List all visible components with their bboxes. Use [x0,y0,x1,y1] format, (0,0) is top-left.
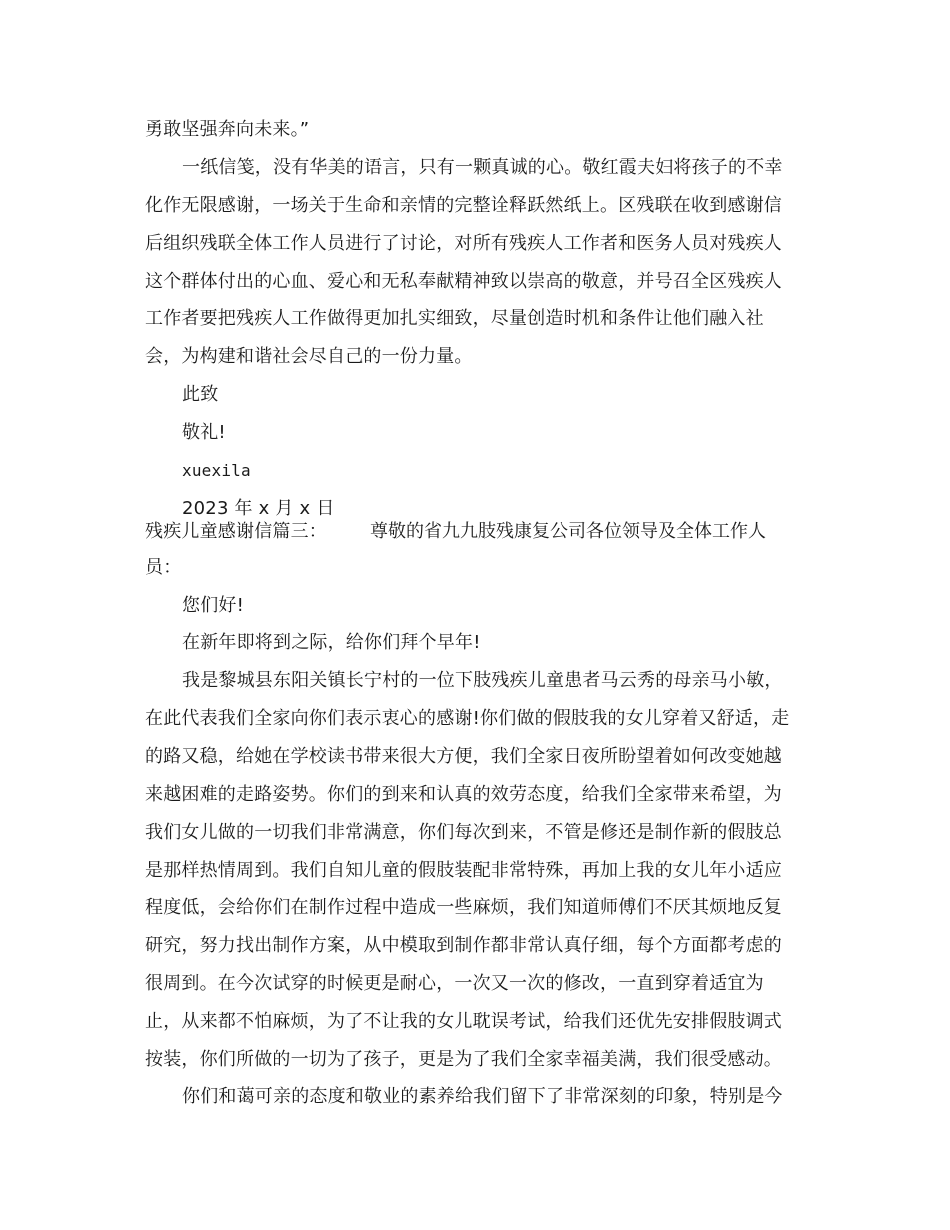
text-line: 工作者要把残疾人工作做得更加扎实细致，尽量创造时机和条件让他们融入社 [145,308,764,329]
text-line: 止，从来都不怕麻烦，为了不让我的女儿耽误考试，给我们还优先安排假肢调式 [145,1011,782,1032]
text-line: 的路又稳，给她在学校读书带来很大方便，我们全家日夜所盼望着如何改变她越 [145,746,782,767]
text-line: 很周到。在今次试穿的时候更是耐心，一次又一次的修改，一直到穿着适宜为 [145,973,764,994]
paragraph-start-line: 你们和蔼可亲的态度和敬业的素养给我们留下了非常深刻的印象，特别是今 [182,1086,783,1107]
salute-line: 敬礼! [182,422,226,443]
text-line: 是那样热情周到。我们自知儿童的假肢装配非常特殊，再加上我的女儿年小适应 [145,860,782,881]
signature-line: xuexila [182,461,251,480]
section-heading: 残疾儿童感谢信篇三： [145,521,327,542]
text-line: 化作无限感谢，一场关于生命和亲情的完整诠释跃然纸上。区残联在收到感谢信 [145,195,782,216]
greeting-line: 您们好! [182,595,245,616]
paragraph-start-line: 在新年即将到之际，给你们拜个早年! [182,632,481,653]
paragraph-start-line: 我是黎城县东阳关镇长宁村的一位下肢残疾儿童患者马云秀的母亲马小敏， [182,670,783,691]
date-line: 2023 年 x 月 x 日 [182,498,335,519]
text-line: 研究，努力找出制作方案，从中模取到制作都非常认真仔细，每个方面都考虑的 [145,935,782,956]
text-line: 在此代表我们全家向你们表示衷心的感谢!你们做的假肢我的女儿穿着又舒适，走 [145,708,790,729]
text-line: 员： [145,557,182,578]
text-line: 后组织残联全体工作人员进行了讨论，对所有残疾人工作者和医务人员对残疾人 [145,233,782,254]
paragraph-start-line: 一纸信笺，没有华美的语言，只有一颗真诚的心。敬红霞夫妇将孩子的不幸 [182,157,783,178]
text-line: 按装，你们所做的一切为了孩子，更是为了我们全家幸福美满，我们很受感动。 [145,1049,782,1070]
text-line: 我们女儿做的一切我们非常满意，你们每次到来，不管是修还是制作新的假肢总 [145,822,782,843]
closing-line: 此致 [182,384,219,405]
salutation-line: 尊敬的省九九肢残康复公司各位领导及全体工作人 [370,521,766,542]
text-line: 来越困难的走路姿势。你们的到来和认真的效劳态度，给我们全家带来希望，为 [145,784,782,805]
text-line: 会，为构建和谐社会尽自己的一份力量。 [145,346,473,367]
text-line: 这个群体付出的心血、爱心和无私奉献精神致以崇高的敬意，并号召全区残疾人 [145,271,782,292]
text-line: 勇敢坚强奔向未来。” [145,119,310,140]
text-line: 程度低，会给你们在制作过程中造成一些麻烦，我们知道师傅们不厌其烦地反复 [145,897,782,918]
